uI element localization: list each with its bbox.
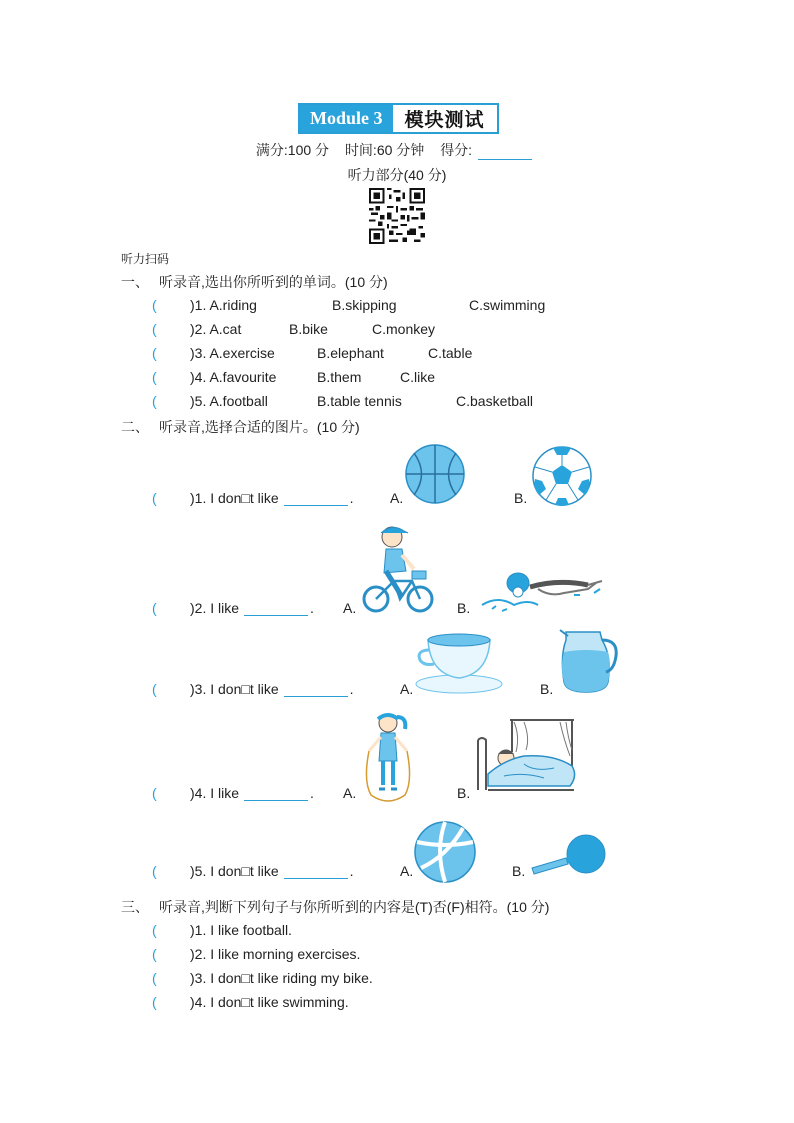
answer-blank[interactable] — [284, 878, 348, 879]
answer-paren[interactable]: ( — [152, 600, 157, 616]
s3-statement-1: ( )1. I like football. — [152, 922, 292, 938]
boy-sleeping-in-bed-icon[interactable] — [474, 716, 580, 796]
answer-paren[interactable]: ( — [152, 863, 157, 879]
answer-paren[interactable]: ( — [152, 922, 157, 938]
answer-blank[interactable] — [244, 615, 308, 616]
section3-heading: 三、 听录音,判断下列句子与你所听到的内容是(T)否(F)相符。(10 分) — [121, 899, 550, 915]
s1-q1-option-c: C.swimming — [469, 297, 546, 313]
answer-blank[interactable] — [284, 505, 348, 506]
answer-paren[interactable]: ( — [152, 970, 157, 986]
s2-q4-option-b: B. — [457, 785, 471, 801]
scan-label: 听力扫码 — [121, 252, 170, 266]
answer-paren[interactable]: ( — [152, 369, 157, 385]
answer-blank[interactable] — [244, 800, 308, 801]
s1-q4-option-b: B.them — [317, 369, 362, 385]
s1-question-4: ( )4. A.favourite — [152, 369, 277, 385]
table-tennis-paddle-icon[interactable] — [530, 834, 608, 876]
s2-q1-option-b: B. — [514, 490, 528, 506]
s1-q5-option-c: C.basketball — [456, 393, 534, 409]
s2-q3-option-a: A. — [400, 681, 414, 697]
s2-q4-option-a: A. — [343, 785, 357, 801]
section2-heading: 二、 听录音,选择合适的图片。(10 分) — [121, 419, 360, 435]
answer-paren[interactable]: ( — [152, 345, 157, 361]
s1-question-1: ( )1. A.riding — [152, 297, 257, 313]
s3-statement-3: ( )3. I don□t like riding my bike. — [152, 970, 373, 986]
s1-q3-option-b: B.elephant — [317, 345, 384, 361]
module-title-box — [298, 103, 499, 134]
s1-q3-option-c: C.table — [428, 345, 473, 361]
time-limit: 时间:60 分钟 — [344, 142, 425, 158]
s2-q2-option-b: B. — [457, 600, 471, 616]
s2-q5-option-a: A. — [400, 863, 414, 879]
volleyball-icon[interactable] — [413, 820, 477, 884]
s1-question-2: ( )2. A.cat — [152, 321, 242, 337]
answer-paren[interactable]: ( — [152, 681, 157, 697]
answer-paren[interactable]: ( — [152, 490, 157, 506]
s2-question-1: ( )1. I don□t like . — [152, 490, 354, 506]
s2-question-4: ( )4. I like . — [152, 785, 314, 801]
section1-heading: 一、 听录音,选出你所听到的单词。(10 分) — [121, 274, 388, 290]
score-label: 得分: — [440, 142, 538, 158]
s1-q5-option-b: B.table tennis — [317, 393, 402, 409]
full-score: 满分:100 分 — [255, 142, 330, 158]
girl-skipping-rope-icon[interactable] — [363, 711, 413, 803]
s2-q5-option-b: B. — [512, 863, 526, 879]
test-meta — [0, 140, 794, 160]
answer-paren[interactable]: ( — [152, 946, 157, 962]
s1-q2-option-b: B.bike — [289, 321, 328, 337]
listening-part-title: 听力部分(40 分) — [347, 167, 447, 183]
test-title: 模块测试 — [404, 110, 485, 131]
s3-statement-2: ( )2. I like morning exercises. — [152, 946, 361, 962]
basketball-icon[interactable] — [404, 443, 466, 505]
answer-paren[interactable]: ( — [152, 321, 157, 337]
score-blank[interactable] — [478, 159, 532, 160]
s2-question-5: ( )5. I don□t like . — [152, 863, 354, 879]
module-label: Module 3 — [300, 105, 393, 132]
football-icon[interactable] — [531, 445, 593, 507]
s2-q1-option-a: A. — [390, 490, 404, 506]
qr-code-icon[interactable] — [369, 188, 425, 244]
s1-q1-option-b: B.skipping — [332, 297, 397, 313]
swimmer-icon[interactable] — [478, 565, 606, 613]
s2-q3-option-b: B. — [540, 681, 554, 697]
s2-question-3: ( )3. I don□t like . — [152, 681, 354, 697]
answer-paren[interactable]: ( — [152, 393, 157, 409]
answer-paren[interactable]: ( — [152, 994, 157, 1010]
s2-q2-option-a: A. — [343, 600, 357, 616]
s1-q2-option-c: C.monkey — [372, 321, 436, 337]
boy-riding-bike-icon[interactable] — [362, 521, 436, 615]
s2-question-2: ( )2. I like . — [152, 600, 314, 616]
s1-q4-option-c: C.like — [400, 369, 436, 385]
s3-statement-4: ( )4. I don□t like swimming. — [152, 994, 349, 1010]
answer-paren[interactable]: ( — [152, 785, 157, 801]
answer-blank[interactable] — [284, 696, 348, 697]
answer-paren[interactable]: ( — [152, 297, 157, 313]
s1-question-3: ( )3. A.exercise — [152, 345, 275, 361]
water-jug-icon[interactable] — [556, 626, 618, 696]
s1-question-5: ( )5. A.football — [152, 393, 268, 409]
teacup-icon[interactable] — [414, 632, 504, 694]
